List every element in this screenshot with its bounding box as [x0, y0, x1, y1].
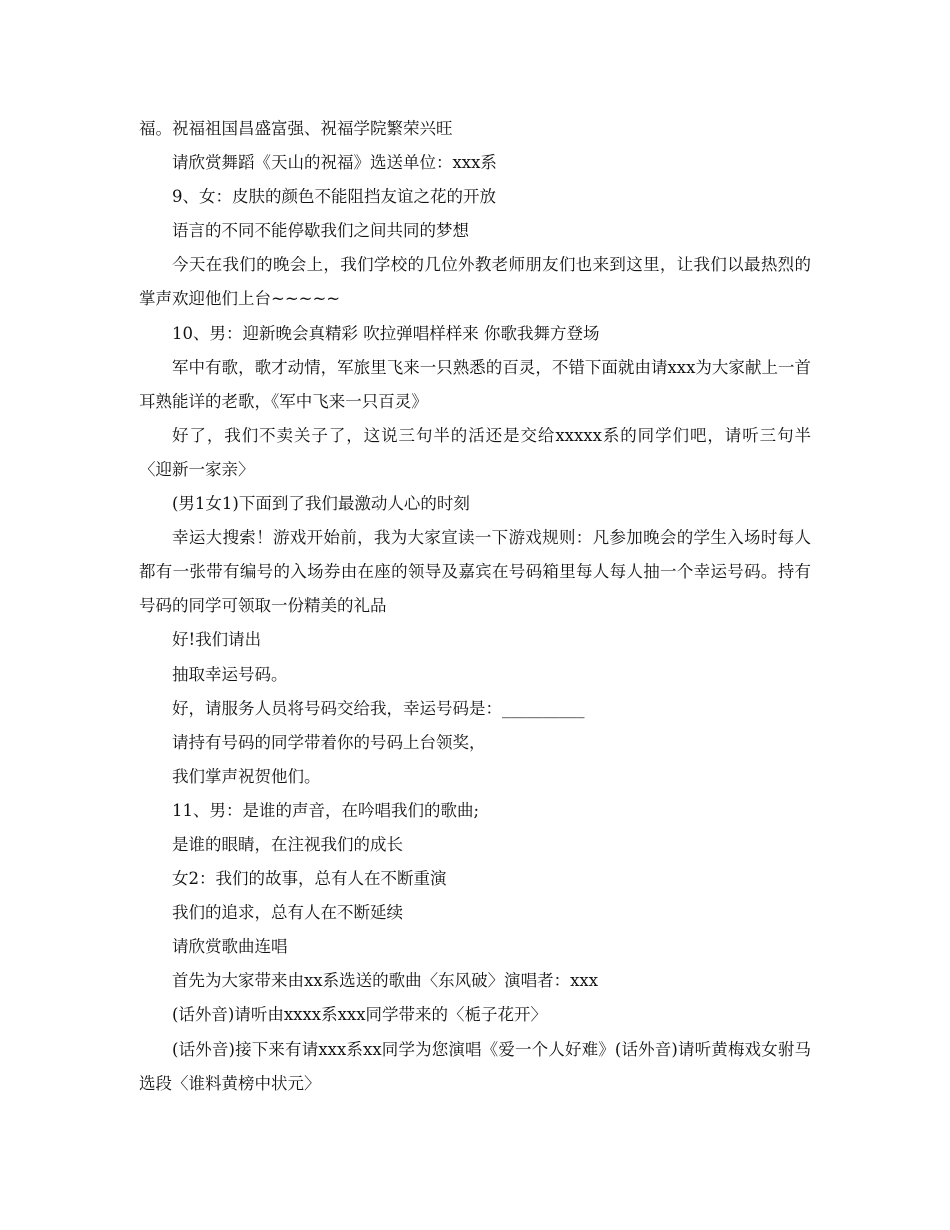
paragraph: 军中有歌，歌才动情，军旅里飞来一只熟悉的百灵，不错下面就由请xxx为大家献上一首耳熟能详的老歌，《军中飞来一只百灵》 — [139, 357, 811, 411]
paragraph: 好了，我们不卖关子了，这说三句半的活还是交给xxxxx系的同学们吧，请听三句半〈迎新一家亲〉 — [139, 425, 811, 479]
paragraph: 请欣赏歌曲连唱 — [172, 937, 288, 957]
paragraph: 我们掌声祝贺他们。 — [172, 766, 321, 786]
paragraph: 语言的不同不能停歇我们之间共同的梦想 — [172, 221, 469, 241]
paragraph: 是谁的眼睛，在注视我们的成长 — [172, 834, 403, 854]
paragraph: (话外音)接下来有请xxx系xx同学为您演唱《爱一个人好难》(话外音)请听黄梅戏女驸马选段〈谁料黄榜中状元〉 — [139, 1039, 811, 1093]
document-body — [139, 112, 811, 1101]
paragraph: 幸运大搜索！游戏开始前，我为大家宣读一下游戏规则：凡参加晚会的学生入场时每人都有一张带有编号的入场券由在座的领导及嘉宾在号码箱里每人每人抽一个幸运号码。持有号码的同学可领取一份精美的礼品 — [139, 528, 811, 616]
paragraph: 请持有号码的同学带着你的号码上台领奖， — [172, 732, 486, 752]
paragraph: 首先为大家带来由xx系选送的歌曲〈东风破〉演唱者：xxx — [172, 971, 599, 991]
paragraph: 10、男：迎新晚会真精彩 吹拉弹唱样样来 你歌我舞方登场 — [172, 323, 600, 343]
paragraph: (男1女1)下面到了我们最激动人心的时刻 — [172, 494, 470, 514]
paragraph: 女2：我们的故事，总有人在不断重演 — [172, 869, 447, 889]
paragraph: 11、男：是谁的声音，在吟唱我们的歌曲; — [172, 800, 480, 820]
paragraph: 福。祝福祖国昌盛富强、祝福学院繁荣兴旺 — [139, 119, 453, 138]
paragraph: 我们的追求，总有人在不断延续 — [172, 903, 403, 923]
paragraph: 好，请服务人员将号码交给我，幸运号码是：__________ — [172, 698, 585, 718]
paragraph: 请欣赏舞蹈《天山的祝福》选送单位：xxx系 — [172, 153, 497, 173]
paragraph: (话外音)请听由xxxx系xxx同学带来的〈栀子花开〉 — [172, 1005, 548, 1025]
paragraph: 好!我们请出 — [172, 630, 262, 650]
paragraph: 抽取幸运号码。 — [172, 664, 288, 684]
paragraph: 今天在我们的晚会上，我们学校的几位外教老师朋友们也来到这里，让我们以最热烈的掌声欢迎他们上台~~~~~ — [139, 255, 811, 309]
paragraph: 9、女：皮肤的颜色不能阻挡友谊之花的开放 — [172, 187, 496, 207]
